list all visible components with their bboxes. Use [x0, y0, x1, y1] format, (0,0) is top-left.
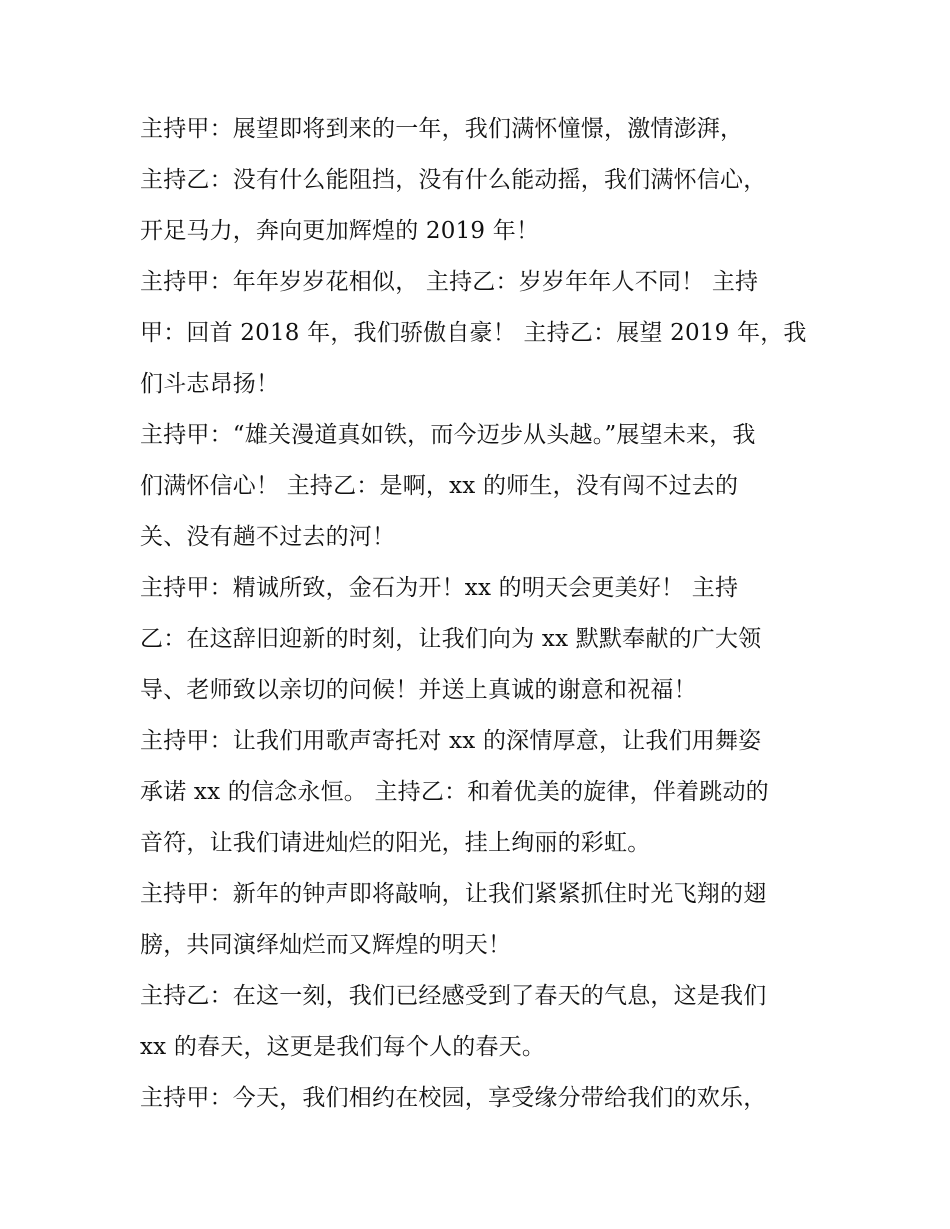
text-line: 膀，共同演绎灿烂而又辉煌的明天！: [140, 932, 512, 958]
text-line: 主持甲：让我们用歌声寄托对 xx 的深情厚意，让我们用舞姿: [140, 728, 762, 754]
text-line: 主持甲：年年岁岁花相似， 主持乙：岁岁年年人不同！ 主持: [140, 269, 759, 295]
text-line: xx 的春天，这更是我们每个人的春天。: [140, 1034, 546, 1060]
text-line: 主持乙：没有什么能阻挡，没有什么能动摇，我们满怀信心，: [140, 167, 767, 193]
text-line: 主持甲：今天，我们相约在校园，享受缘分带给我们的欢乐，: [140, 1085, 767, 1111]
text-line: 主持甲：新年的钟声即将敲响，让我们紧紧抓住时光飞翔的翅: [140, 881, 767, 907]
text-line: 们满怀信心！ 主持乙：是啊，xx 的师生，没有闯不过去的: [140, 473, 739, 499]
text-line: 关、没有趟不过去的河！: [140, 524, 396, 550]
text-line: 主持甲：精诚所致，金石为开！xx 的明天会更美好！ 主持: [140, 575, 739, 601]
text-line: 导、老师致以亲切的问候！并送上真诚的谢意和祝福！: [140, 677, 697, 703]
text-line: 承诺 xx 的信念永恒。 主持乙：和着优美的旋律，伴着跳动的: [140, 779, 769, 805]
text-line: 主持甲：展望即将到来的一年，我们满怀憧憬，激情澎湃，: [140, 116, 744, 142]
text-line: 们斗志昂扬！: [140, 371, 280, 397]
text-line: 主持甲：“雄关漫道真如铁，而今迈步从头越。”展望未来，我: [140, 422, 756, 448]
text-line: 甲：回首 2018 年，我们骄傲自豪！ 主持乙：展望 2019 年，我: [140, 320, 807, 346]
text-line: 主持乙：在这一刻，我们已经感受到了春天的气息，这是我们: [140, 983, 767, 1009]
text-line: 乙：在这辞旧迎新的时刻，让我们向为 xx 默默奉献的广大领: [140, 626, 762, 652]
text-line: 音符，让我们请进灿烂的阳光，挂上绚丽的彩虹。: [140, 830, 651, 856]
text-line: 开足马力，奔向更加辉煌的 2019 年！: [140, 218, 540, 244]
